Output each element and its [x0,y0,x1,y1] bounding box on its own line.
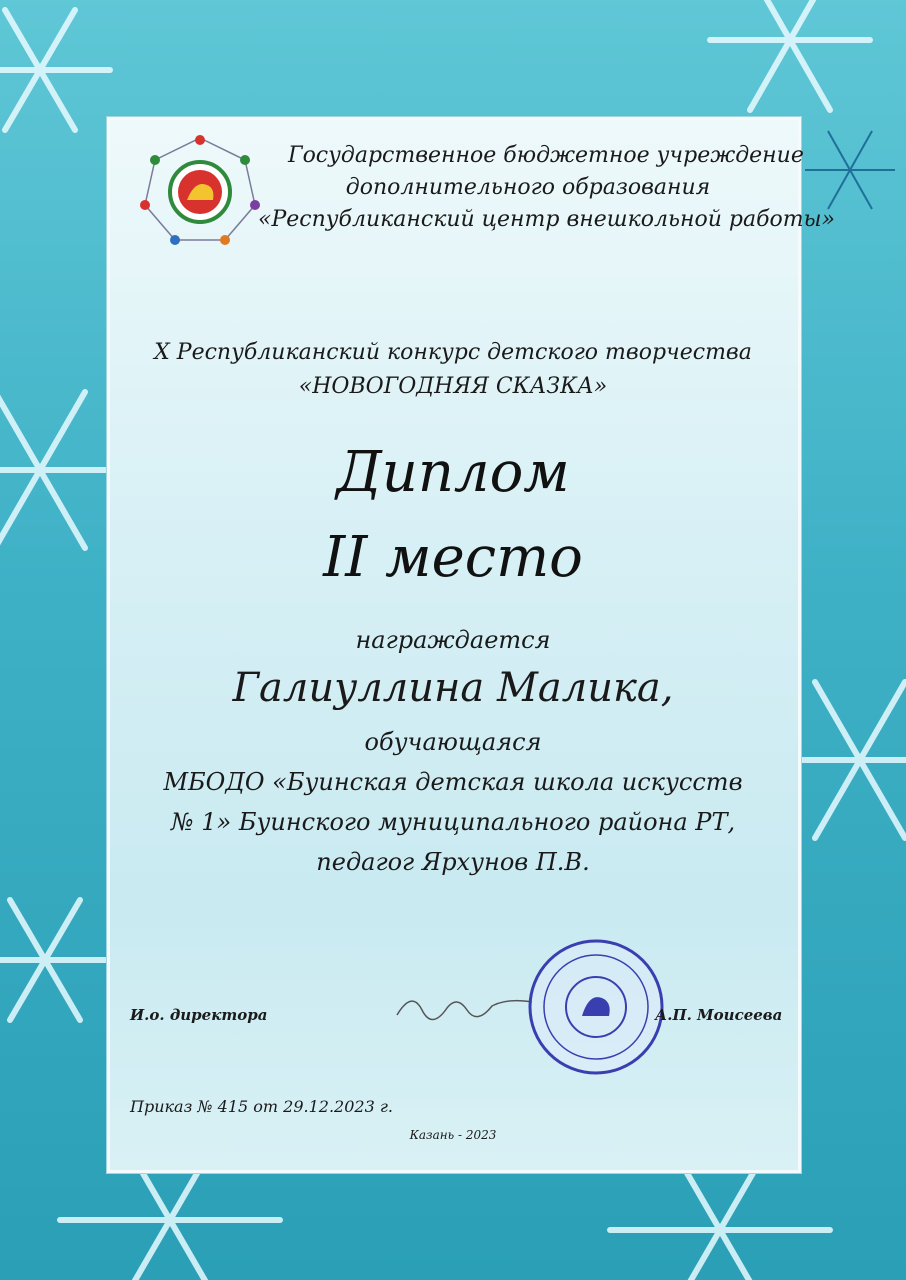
city-year: Казань - 2023 [409,1128,497,1142]
org-line-3: «Республиканский центр внешкольной работы» [258,207,836,232]
recipient-status: обучающаяся [364,728,542,756]
signature-icon [392,980,542,1030]
contest-line-1: X Республиканский конкурс детского творчества [154,340,752,365]
diploma-title: Диплом [336,440,570,505]
school-line-2: № 1» Буинского муниципального района РТ, [170,808,736,836]
official-seal-icon [527,938,665,1076]
organization-logo-icon [135,130,265,250]
contest-line-2: «НОВОГОДНЯЯ СКАЗКА» [298,374,608,399]
awarded-text: награждается [355,626,551,654]
teacher-line: педагог Ярхунов П.В. [316,848,590,876]
signature-role: И.о. директора [130,1006,268,1024]
order-number: Приказ № 415 от 29.12.2023 г. [130,1097,394,1116]
recipient-name: Галиуллина Малика, [232,665,674,711]
org-line-1: Государственное бюджетное учреждение [288,143,804,168]
diploma-place: II место [323,525,583,590]
org-line-2: дополнительного образования [345,175,711,200]
school-line-1: МБОДО «Буинская детская школа искусств [163,768,743,796]
signature-name: А.П. Моисеева [655,1006,783,1024]
